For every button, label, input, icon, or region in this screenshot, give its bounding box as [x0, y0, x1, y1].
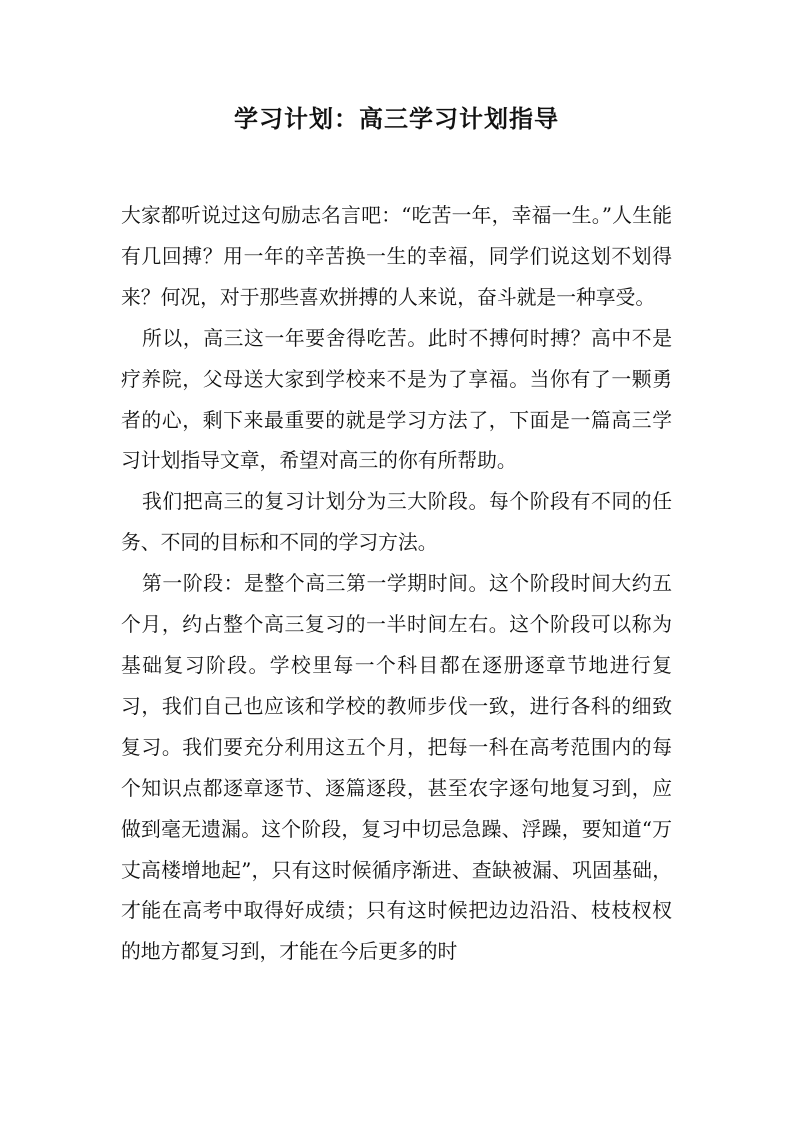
document-body	[121, 196, 672, 973]
paragraph-three-stages: 我们把高三的复习计划分为三大阶段。每个阶段有不同的任务、不同的目标和不同的学习方法。	[121, 490, 672, 555]
paragraph-hard-work: 所以，高三这一年要舍得吃苦。此时不搏何时搏？高中不是疗养院，父母送大家到学校来不是为了享福。当你有了一颗勇者的心，剩下来最重要的就是学习方法了，下面是一篇高三学习计划指导文章，希望对高三的你有所帮助。	[121, 326, 672, 473]
paragraph-intro: 大家都听说过这句励志名言吧：“吃苦一年，幸福一生。”人生能有几回搏？用一年的辛苦换一生的幸福，同学们说这划不划得来？何况，对于那些喜欢拼搏的人来说，奋斗就是一种享受。	[121, 204, 672, 309]
document-title: 学习计划：高三学习计划指导	[234, 104, 559, 133]
paragraph-stage-one: 第一阶段：是整个高三第一学期时间。这个阶段时间大约五个月，约占整个高三复习的一半时间左右。这个阶段可以称为基础复习阶段。学校里每一个科目都在逐册逐章节地进行复习，我们自己也应该和学校的教师步伐一致，进行各科的细致复习。我们要充分利用这五个月，把每一科在高考范围内的每个知识点都逐章逐节、逐篇逐段，甚至农字逐句地复习到，应做到毫无遗漏。这个阶段，复习中切忌急躁、浮躁，要知道“万丈高楼增地起”，只有这时候循序渐进、查缺被漏、巩固基础，才能在高考中取得好成绩；只有这时候把边边沿沿、枝枝杈杈的地方都复习到，才能在今后更多的时	[121, 572, 672, 964]
